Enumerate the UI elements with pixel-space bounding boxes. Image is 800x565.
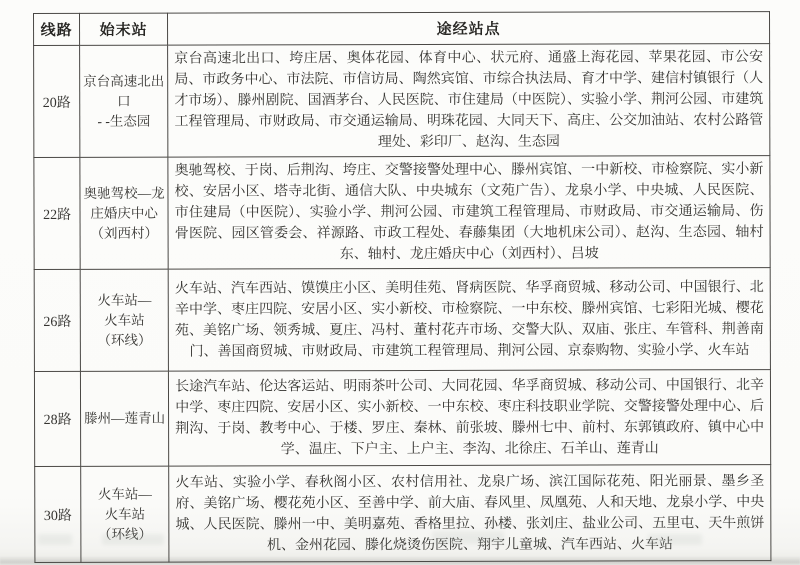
table-row-route-20 [34,44,770,158]
route-terminals: 京台高速北出口 - -生态园 [80,45,168,157]
route-stops: 京台高速北出口、垮庄居、奥体花园、体育中心、状元府、通盛上海花园、苹果花园、市公安局、市政务中心、市法院、市信访局、陶然宾馆、市综合执法局、育才中学、建信村镇银行（人才市场）、滕州剧院、国酒茅台、人民医院、市住建局（中医院）、实验小学、荆河公园、市建筑工程管理局、市财政局、市交通运输局、明珠花园、大同天下、高庄、公交加油站、农村公路管理处、彩印厂、赵沟、生态园 [168,44,770,158]
route-number: 20路 [34,45,80,157]
table-row-route-30 [35,465,771,563]
route-number: 28路 [34,371,80,466]
header-row [34,12,770,46]
route-terminals: 火车站— 火车站 （环线） [80,269,168,371]
col-header-route: 线路 [34,13,80,45]
route-stops: 长途汽车站、伦达客运站、明雨茶叶公司、大同花园、华孚商贸城、移动公司、中国银行、北辛中学、枣庄四院、安居小区、实小新校、一中东校、枣庄科技职业学院、交警接警处理中心、后荆沟、于岗、教考中心、于楼、罗庄、秦林、前张坡、滕州七中、前村、东郭镇政府、镇中心中学、温庄、下户主、上户主、李沟、北徐庄、石羊山、莲青山 [169,370,771,467]
route-stops: 火车站、汽车西站、馍馍庄小区、美明佳苑、肾病医院、华孚商贸城、移动公司、中国银行、北辛中学、枣庄四院、安居小区、实小新校、市检察院、一中东校、滕州宾馆、七彩阳光城、樱花苑、美铭广场、领秀城、夏庄、冯村、董村花卉市场、交警大队、双庙、张庄、车管科、荆善南门、善国商贸城、市财政局、市建筑工程管理局、荆河公园、京泰购物、实验小学、火车站 [168,268,770,372]
route-terminals: 滕州—莲青山 [81,371,169,466]
route-terminals: 奥驰驾校—龙庄婚庆中心 （刘西村） [80,157,168,269]
bus-routes-table-wrap [33,11,771,563]
table-row-route-22 [34,156,770,270]
route-number: 30路 [35,466,81,562]
route-number: 22路 [34,157,80,269]
route-number: 26路 [34,269,80,371]
route-terminals: 火车站— 火车站 （环线） [81,466,169,562]
bus-routes-table [33,11,771,563]
col-header-stops: 途经站点 [168,12,770,46]
route-stops: 火车站、实验小学、春秋阁小区、农村信用社、龙泉广场、滨江国际花苑、阳光丽景、墨乡圣府、美铭广场、樱花苑小区、至善中学、前大庙、春风里、凤凰苑、人和天地、龙泉小学、中央城、人民医院、滕州一中、美明嘉苑、香格里拉、孙楼、张刘庄、盐业公司、五里屯、天牛煎饼机、金州花园、滕化烧烫伤医院、翔宇儿童城、汽车西站、火车站 [169,465,771,563]
route-stops: 奥驰驾校、于岗、后荆沟、垮庄、交警接警处理中心、滕州宾馆、一中新校、市检察院、实小新校、安居小区、塔寺北街、通信大队、中央城东（文苑广告）、龙泉小学、中央城、人民医院、市住建局（中医院）、实验小学、荆河公园、市建筑工程管理局、市财政局、市交通运输局、伤骨医院、园区管委会、祥源路、市政工程处、春藤集团（大地机床公司）、赵沟、生态园、轴村东、轴村、龙庄婚庆中心（刘西村）、吕坡 [168,156,770,270]
table-row-route-26 [34,268,770,372]
col-header-terminals: 始末站 [80,13,168,45]
table-row-route-28 [34,370,770,467]
